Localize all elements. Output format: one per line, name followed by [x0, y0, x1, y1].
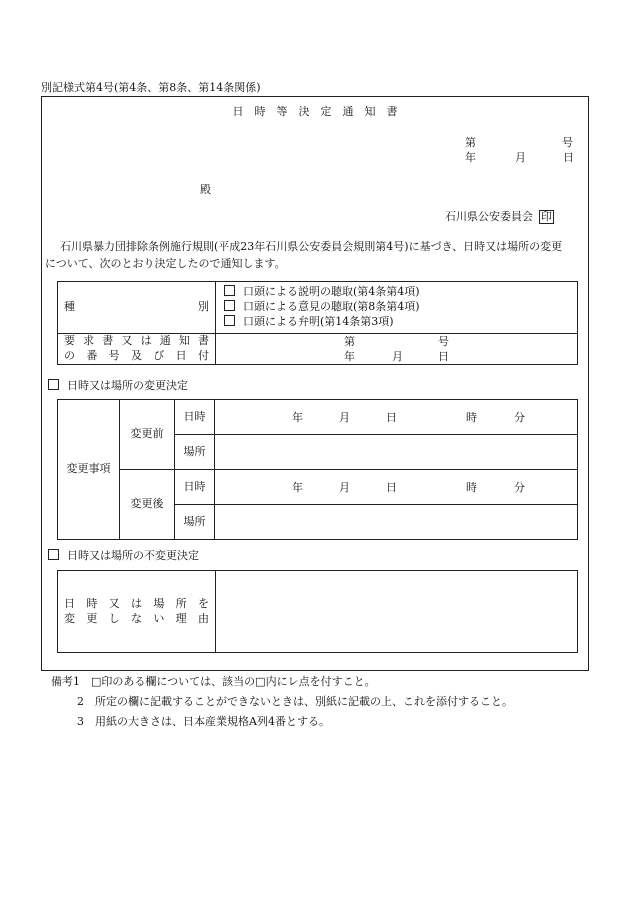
body-line-1: 石川県暴力団排除条例施行規則(平成23年石川県公安委員会規則第4号)に基づき、日時又は場所の変更: [60, 240, 563, 253]
issuer-name: 石川県公安委員会: [445, 210, 533, 223]
reason-label-cell: [58, 571, 216, 653]
type-option-3: 口頭による弁明(第14条第3項): [216, 315, 577, 330]
request-value-cell[interactable]: [216, 334, 578, 365]
reason-table: [57, 570, 578, 653]
doc-number-prefix: 第: [465, 136, 476, 149]
change-items-label: 変更事項: [58, 400, 120, 540]
reason-value-cell[interactable]: [216, 571, 578, 653]
request-date-year: 年: [344, 350, 355, 363]
checkbox[interactable]: [224, 315, 235, 326]
doc-number-suffix: 号: [562, 136, 573, 149]
section-change-decision: [48, 379, 188, 391]
before-place-label: 場所: [175, 435, 215, 470]
note-3: 3 用紙の大きさは、日本産業規格A列4番とする。: [77, 715, 330, 728]
request-number-suffix: 号: [438, 335, 449, 348]
issuer: [445, 210, 554, 224]
before-datetime-label: 日時: [175, 400, 215, 435]
section-change-title: 日時又は場所の変更決定: [67, 379, 188, 392]
after-label: 変更後: [120, 470, 175, 540]
type-label-right: 別: [198, 300, 209, 314]
checkbox[interactable]: [48, 549, 59, 560]
before-label: 変更前: [120, 400, 175, 470]
request-label-line-2: の 番 号 及 び 日 付: [64, 348, 209, 362]
after-place-label: 場所: [175, 505, 215, 540]
request-date-day: 日: [438, 350, 449, 363]
type-label-cell: [58, 282, 216, 334]
request-label-line-1: 要 求 書 又 は 通 知 書: [64, 334, 209, 347]
change-table: [57, 399, 578, 540]
request-label-cell: [58, 334, 216, 365]
body-line-2: について、次のとおり決定したので通知します。: [45, 257, 286, 270]
type-option-1: 口頭による説明の聴取(第4条第4項): [216, 285, 577, 300]
doc-date-year: 年: [465, 151, 476, 164]
request-number-prefix: 第: [344, 335, 355, 348]
before-place-value[interactable]: [215, 435, 578, 470]
checkbox[interactable]: [224, 285, 235, 296]
section-no-change-title: 日時又は場所の不変更決定: [67, 549, 199, 562]
addressee-suffix: 殿: [200, 183, 211, 196]
type-table: [57, 281, 578, 365]
type-option-2: 口頭による意見の聴取(第8条第4項): [216, 300, 577, 315]
document-title: 日 時 等 決 定 通 知 書: [232, 105, 398, 118]
doc-date-day: 日: [563, 151, 574, 164]
reason-label-line-2: 変 更 し な い 理 由: [64, 611, 209, 625]
form-label: 別記様式第4号(第4条、第8条、第14条関係): [41, 81, 261, 94]
type-label-left: 種: [64, 300, 75, 314]
request-date-month: 月: [392, 350, 403, 363]
checkbox[interactable]: [224, 300, 235, 311]
after-datetime-label: 日時: [175, 470, 215, 505]
checkbox[interactable]: [48, 379, 59, 390]
section-no-change-decision: [48, 549, 199, 561]
type-options-cell: [216, 282, 578, 334]
note-2: 2 所定の欄に記載することができないときは、別紙に記載の上、これを添付すること。: [77, 695, 513, 708]
doc-date-month: 月: [515, 151, 526, 164]
before-datetime-value[interactable]: 年 月 日 時 分: [215, 400, 578, 435]
notes-title: 備考: [51, 675, 73, 688]
reason-label-line-1: 日 時 又 は 場 所 を: [64, 596, 209, 610]
after-place-value[interactable]: [215, 505, 578, 540]
after-datetime-value[interactable]: 年 月 日 時 分: [215, 470, 578, 505]
seal-mark: 印: [541, 210, 552, 223]
note-1: 備考1 □印のある欄については、該当の□内にレ点を付すこと。: [51, 675, 376, 688]
